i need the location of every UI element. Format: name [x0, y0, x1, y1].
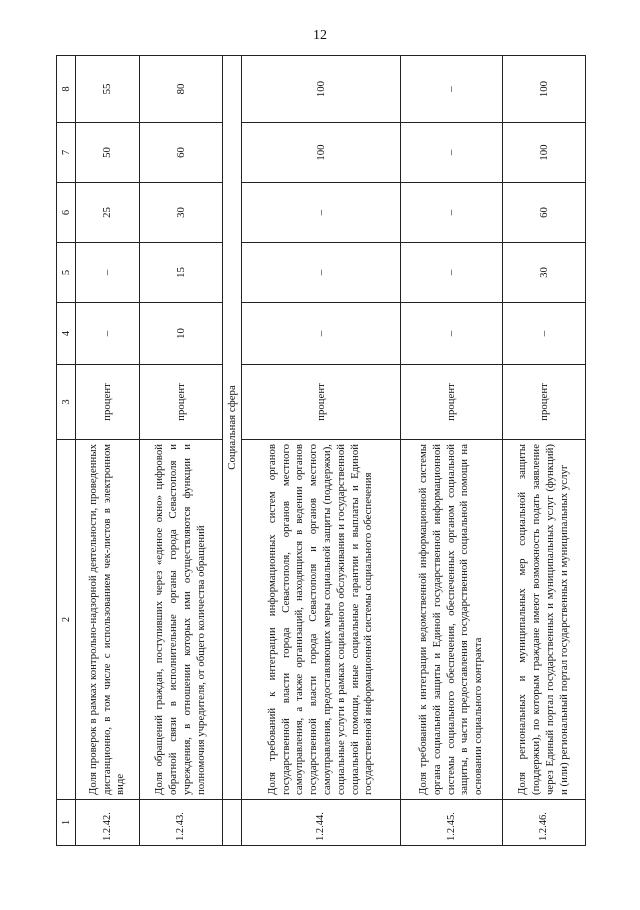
- unit-cell: процент: [76, 365, 140, 440]
- indicator-name: Доля требований к интеграции ведомственной информационной системы органа социальной защиты и Единой государственной информационной системы социального обеспечения, обеспеченных органом социальной защиты, в части предоставления государственной социальной помощи на основании социального контракта: [400, 440, 502, 800]
- table-row: [502, 56, 585, 846]
- row-number: 1.2.42.: [76, 800, 140, 846]
- value-cell: –: [400, 183, 502, 243]
- row-number: 1.2.46.: [502, 800, 585, 846]
- section-title: Социальная сфера: [222, 56, 241, 800]
- header-cell: 3: [57, 365, 76, 440]
- header-row: [57, 56, 76, 846]
- section-row: [222, 56, 241, 846]
- value-cell: –: [76, 303, 140, 365]
- header-cell: 2: [57, 440, 76, 800]
- table-row: [76, 56, 140, 846]
- indicator-name: Доля обращений граждан, поступивших через «единое окно» цифровой обратной связи в исполнительные органы города Севастополя и учреждения, в отношении которых ими осуществляются функции и полномочия учредителя, от общего количества обращений: [139, 440, 222, 800]
- value-cell: –: [400, 303, 502, 365]
- row-number: 1.2.43.: [139, 800, 222, 846]
- value-cell: –: [400, 123, 502, 183]
- indicator-name: Доля проверок в рамках контрольно-надзорной деятельности, проведенных дистанционно, в том числе с использованием чек-листов в электронном виде: [76, 440, 140, 800]
- table-row: [400, 56, 502, 846]
- value-cell: 55: [76, 56, 140, 123]
- value-cell: 80: [139, 56, 222, 123]
- unit-cell: процент: [139, 365, 222, 440]
- value-cell: –: [241, 243, 400, 303]
- indicator-name: Доля региональных и муниципальных мер социальной защиты (поддержки), по которым граждане имеют возможность подать заявление через Единый портал государственных и муниципальных услуг (функций) и (или) региональный портал государственных и муниципальных услуг: [502, 440, 585, 800]
- value-cell: 60: [502, 183, 585, 243]
- header-cell: 4: [57, 303, 76, 365]
- value-cell: 15: [139, 243, 222, 303]
- value-cell: 60: [139, 123, 222, 183]
- value-cell: –: [502, 303, 585, 365]
- unit-cell: процент: [241, 365, 400, 440]
- unit-cell: процент: [502, 365, 585, 440]
- unit-cell: процент: [400, 365, 502, 440]
- rotated-table-wrapper: [56, 56, 586, 846]
- header-cell: 1: [57, 800, 76, 846]
- row-number: 1.2.45.: [400, 800, 502, 846]
- value-cell: 10: [139, 303, 222, 365]
- value-cell: –: [241, 183, 400, 243]
- header-cell: 8: [57, 56, 76, 123]
- value-cell: –: [241, 303, 400, 365]
- value-cell: 30: [139, 183, 222, 243]
- indicator-name: Доля требований к интеграции информационных систем органов государственной власти города Севастополя, органов местного самоуправления, а также организаций, находящихся в ведении органов государственной власти города Севастополя и органов местного самоуправления, предоставляющих меры социальной защиты (поддержки), социальные услуги в рамках социального обслуживания и государственной социальной помощи, иные социальные гарантии и выплаты и Единой государственной информационной системы социального обеспечения: [241, 440, 400, 800]
- header-cell: 5: [57, 243, 76, 303]
- value-cell: 30: [502, 243, 585, 303]
- value-cell: 100: [241, 123, 400, 183]
- page-number: 12: [313, 28, 327, 43]
- row-number: 1.2.44.: [241, 800, 400, 846]
- header-cell: 6: [57, 183, 76, 243]
- indicators-table: [56, 55, 586, 846]
- value-cell: –: [400, 56, 502, 123]
- value-cell: 50: [76, 123, 140, 183]
- value-cell: 100: [502, 56, 585, 123]
- table-row: [139, 56, 222, 846]
- value-cell: 100: [502, 123, 585, 183]
- value-cell: –: [76, 243, 140, 303]
- table-row: [241, 56, 400, 846]
- value-cell: –: [400, 243, 502, 303]
- value-cell: 25: [76, 183, 140, 243]
- section-empty-cell: [222, 800, 241, 846]
- value-cell: 100: [241, 56, 400, 123]
- header-cell: 7: [57, 123, 76, 183]
